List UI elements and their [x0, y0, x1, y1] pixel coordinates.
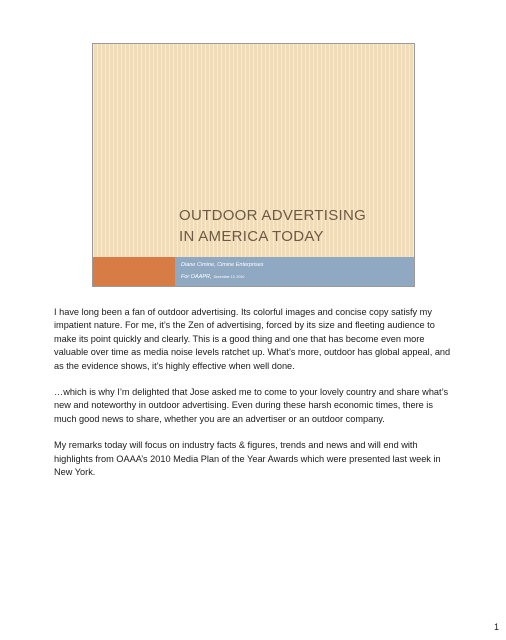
slide-subtitle-author: Diane Cimine, Cimine Enterprises [181, 262, 264, 268]
slide-title [179, 205, 409, 247]
paragraph-3: My remarks today will focus on industry facts & figures, trends and news and will end with highlights from OAAA’s 2010 Media Plan of the Year Awards which were presented last week in New York. [54, 440, 441, 478]
slide-title-line-1: OUTDOOR ADVERTISING [179, 207, 367, 224]
slide-title-line-2: IN AMERICA TODAY [179, 228, 324, 245]
paragraph-1: I have long been a fan of outdoor advertising. Its colorful images and concise copy satisfy my impatient nature. For me, it’s the Zen of advertising, forced by its size and fleeting audience to make its point quickly and clearly. This is a good thing and one that has become even more valuable over time as media noise levels ratchet up. What’s more, outdoor has global appeal, and as the evidence shows, it’s highly effective when well done. [54, 307, 451, 371]
page-number: 1 [494, 622, 500, 632]
slide-thumbnail [92, 43, 415, 287]
slide-subtitle-date: December 13, 2010 [213, 275, 245, 279]
paragraph-2: …which is why I’m delighted that Jose asked me to come to your lovely country and share what’s new and noteworthy in outdoor advertising. Even during these harsh economic times, there is much good news to share, whether you are an advertiser or an outdoor company. [54, 387, 449, 424]
slide-accent-bar-orange [93, 257, 175, 287]
speech-notes [54, 306, 454, 492]
slide-subtitle-for: For OAAPR, [181, 274, 212, 280]
slide-subtitle-event [181, 274, 244, 280]
